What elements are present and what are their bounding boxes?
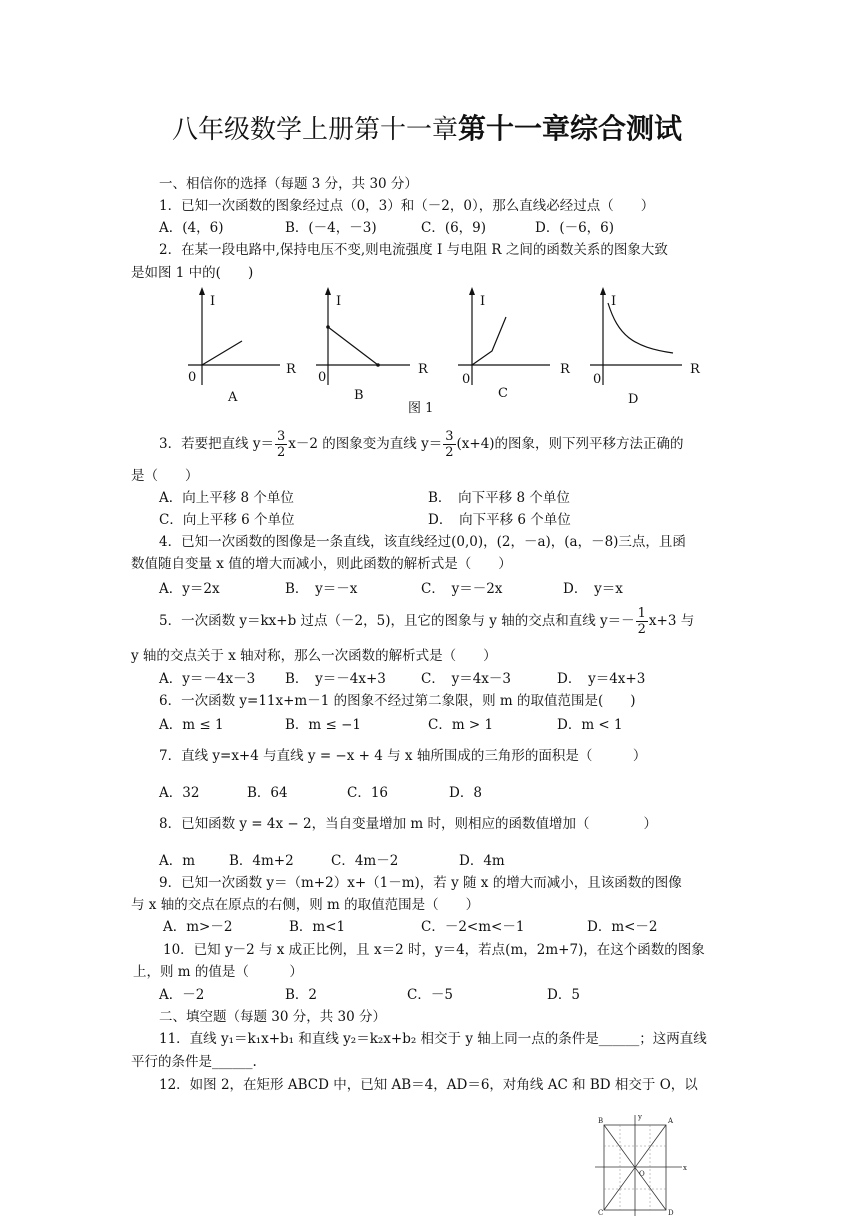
fig2-label-o: O	[639, 1170, 645, 1178]
q9-option-d: D．m<－2	[587, 919, 658, 935]
q3-option-c: C．向上平移 6 个单位	[159, 512, 295, 528]
q10-stem-line1: 10．已知 y－2 与 x 成正比例，且 x＝2 时，y＝4，若点(m，2m+7)，在这个函数的图象	[163, 942, 705, 958]
q5-post: x+3 与	[648, 613, 695, 629]
q3-option-d: D． 向下平移 6 个单位	[428, 512, 571, 528]
fig1-d-axis-i: I	[611, 294, 617, 309]
q1-option-c: C．(6，9)	[421, 220, 487, 236]
q3-mid: x－2 的图象变为直线 y＝	[288, 436, 443, 452]
fig2-label-y: y	[638, 1113, 642, 1121]
q7-option-b: B．64	[247, 785, 288, 801]
q3-post: (x+4)的图象，则下列平移方法正确的	[456, 436, 684, 452]
q3-stem-line2: 是（ ）	[131, 468, 199, 484]
page-title	[172, 112, 682, 147]
q8-option-b: B．4m+2	[229, 853, 294, 869]
fig1-label-d: D	[628, 392, 639, 407]
fig1-b-axis-i: I	[336, 294, 342, 309]
q3-option-a: A．向上平移 8 个单位	[159, 490, 294, 506]
q6-option-d: D．m < 1	[557, 717, 623, 733]
q6-option-a: A．m ≤ 1	[159, 717, 224, 733]
q10-option-a: A．－2	[159, 987, 205, 1003]
fig1-label-a: A	[228, 390, 238, 405]
q7-option-a: A．32	[159, 785, 200, 801]
fig2-label-d: D	[668, 1209, 674, 1216]
q9-option-a: A．m>－2	[163, 919, 233, 935]
q11-stem-line1: 11．直线 y₁＝k₁x+b₁ 和直线 y₂＝k₂x+b₂ 相交于 y 轴上同一点的条件是______；这两直线	[159, 1031, 707, 1047]
fig2-label-a: A	[668, 1117, 674, 1125]
q8-option-d: D．4m	[459, 853, 505, 869]
section-1-heading: 一、相信你的选择（每题 3 分，共 30 分）	[159, 176, 418, 192]
q10-option-c: C．－5	[407, 987, 453, 1003]
q5-option-c: C． y＝4x－3	[421, 671, 511, 687]
fig2-label-b: B	[598, 1117, 604, 1125]
q10-stem-line2: 上，则 m 的值是（ ）	[133, 964, 303, 980]
q8-option-c: C．4m－2	[331, 853, 399, 869]
q5-fraction: $\frac{1}{2}$	[637, 606, 646, 637]
figure-1	[170, 285, 730, 420]
q7-option-d: D．8	[449, 785, 482, 801]
q3-fraction-2: $\frac{3}{2}$	[445, 429, 454, 460]
q5-stem-line2: y 轴的交点关于 x 轴对称，那么一次函数的解析式是（ ）	[131, 648, 497, 664]
figure-2	[590, 1110, 700, 1216]
q11-stem-line2: 平行的条件是______.	[131, 1054, 257, 1070]
q4-option-a: A．y＝2x	[159, 581, 220, 597]
fig1-a-origin: 0	[188, 370, 197, 385]
q12-stem: 12．如图 2，在矩形 ABCD 中，已知 AB＝4，AD＝6，对角线 AC 和 BD 相交于 O，以	[159, 1077, 698, 1093]
q4-option-c: C． y＝－2x	[421, 581, 503, 597]
q1-option-d: D．(－6，6)	[535, 220, 615, 236]
q5-pre: 5．一次函数 y＝kx+b 过点（－2，5)，且它的图象与 y 轴的交点和直线 y＝－	[159, 613, 635, 629]
q8-option-a: A．m	[159, 853, 196, 869]
q6-option-c: C．m > 1	[428, 717, 494, 733]
q5-option-b: B． y＝－4x+3	[285, 671, 386, 687]
fig1-c-origin: 0	[462, 372, 471, 387]
q10-option-b: B．2	[285, 987, 318, 1003]
q4-stem-line2: 数值随自变量 x 值的增大而减小，则此函数的解析式是（ ）	[131, 556, 512, 572]
q5-option-d: D． y＝4x+3	[557, 671, 646, 687]
q1-option-a: A．(4，6)	[159, 220, 224, 236]
q9-stem-line2: 与 x 轴的交点在原点的右侧，则 m 的取值范围是（ ）	[131, 897, 480, 913]
q4-stem-line1: 4．已知一次函数的图像是一条直线，该直线经过(0,0)，(2，－a)，(a，－8)三点，且函	[159, 534, 686, 550]
section-2-heading: 二、填空题（每题 30 分，共 30 分）	[159, 1009, 387, 1025]
fig2-label-x: x	[683, 1164, 687, 1172]
q6-option-b: B．m ≤ −1	[285, 717, 362, 733]
q7-option-c: C．16	[347, 785, 389, 801]
q4-option-d: D． y＝x	[563, 581, 623, 597]
q3-fraction-1: $\frac{3}{2}$	[277, 429, 286, 460]
fig1-d-origin: 0	[593, 372, 602, 387]
q3-pre: 3．若要把直线 y＝	[159, 436, 275, 452]
fig1-b-axis-r: R	[418, 362, 428, 377]
q3-stem-line1	[159, 426, 684, 462]
q4-option-b: B． y＝－x	[285, 581, 358, 597]
fig1-label-b: B	[354, 388, 364, 403]
q7-stem: 7．直线 y=x+4 与直线 y = −x + 4 与 x 轴所围成的三角形的面积是（ ）	[159, 748, 647, 764]
q3-option-b: B． 向下平移 8 个单位	[428, 490, 570, 506]
fig2-label-c: C	[598, 1209, 604, 1216]
fig1-a-axis-r: R	[286, 362, 296, 377]
fig1-c-axis-r: R	[560, 362, 570, 377]
fig1-caption: 图 1	[408, 401, 434, 416]
q2-stem-line1: 2．在某一段电路中,保持电压不变,则电流强度 I 与电阻 R 之间的函数关系的图象大致	[159, 242, 668, 258]
q2-stem-line2: 是如图 1 中的( )	[131, 265, 254, 281]
q10-option-d: D．5	[547, 987, 580, 1003]
fig1-label-c: C	[498, 386, 508, 401]
q5-stem-line1	[159, 603, 694, 639]
fig1-d-axis-r: R	[690, 362, 700, 377]
q9-stem-line1: 9．已知一次函数 y＝（m+2）x+（1－m)，若 y 随 x 的增大而减小，且该函数的图像	[159, 875, 682, 891]
q1-stem: 1．已知一次函数的图象经过点（0，3）和（－2，0），那么直线必经过点（ ）	[159, 198, 655, 214]
q9-option-b: B．m<1	[289, 919, 346, 935]
q5-option-a: A．y＝－4x－3	[159, 671, 256, 687]
title-bold: 第十一章综合测试	[458, 112, 683, 145]
title-main: 八年级数学上册第十一章	[172, 115, 459, 145]
fig1-a-axis-i: I	[210, 294, 216, 309]
q1-option-b: B．(－4，－3)	[285, 220, 377, 236]
q8-stem: 8．已知函数 y = 4x − 2，当自变量增加 m 时，则相应的函数值增加（ ）	[159, 816, 657, 832]
fig1-c-axis-i: I	[480, 294, 486, 309]
fig1-b-origin: 0	[318, 370, 327, 385]
q6-stem: 6．一次函数 y=11x+m－1 的图象不经过第二象限，则 m 的取值范围是( )	[159, 693, 636, 709]
q9-option-c: C．－2<m<－1	[421, 919, 525, 935]
